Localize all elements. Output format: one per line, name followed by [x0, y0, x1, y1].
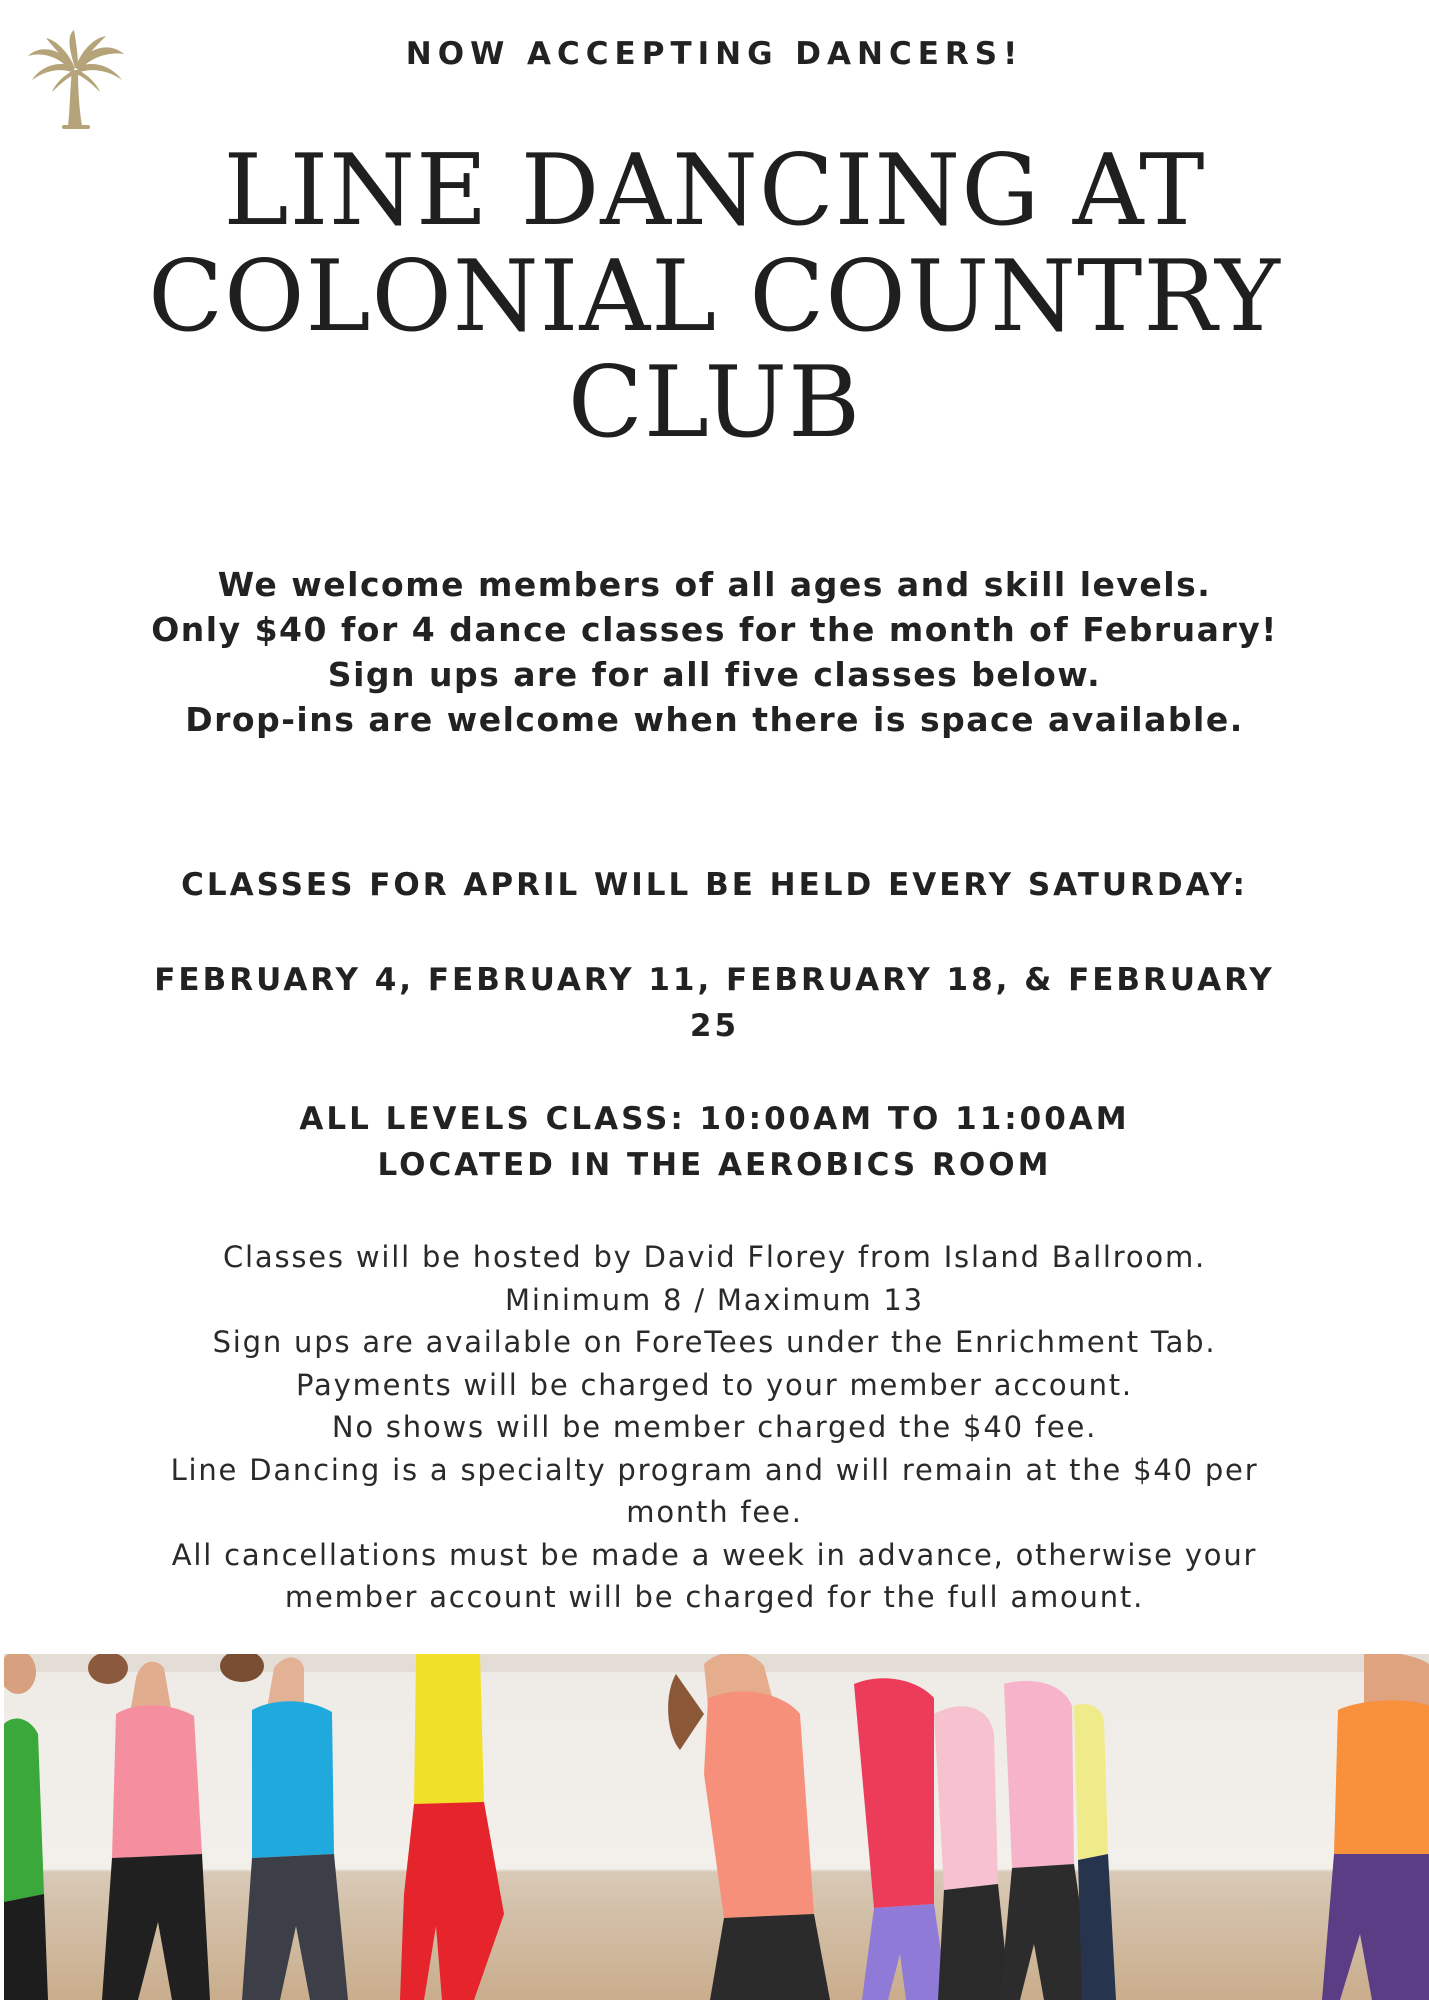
details-line: month fee. [626, 1495, 803, 1529]
details-paragraph [0, 1236, 1429, 1619]
title-line: LINE DANCING AT [223, 134, 1206, 248]
details-line: Classes will be hosted by David Florey from Island Ballroom. [222, 1240, 1207, 1274]
now-accepting-heading: NOW ACCEPTING DANCERS! [405, 36, 1024, 72]
welcome-line: Drop-ins are welcome when there is space available. [185, 700, 1244, 739]
details-line: Minimum 8 / Maximum 13 [505, 1282, 924, 1317]
dancers-photo [4, 1654, 1429, 2000]
title-line: CLUB [567, 346, 862, 460]
schedule-heading-text: CLASSES FOR APRIL WILL BE HELD EVERY SATURDAY: [181, 867, 1248, 903]
dates-line: FEBRUARY 4, FEBRUARY 11, FEBRUARY 18, & FEBRUARY [154, 962, 1275, 998]
details-line: Payments will be charged to your member account. [296, 1367, 1133, 1402]
page-title [0, 134, 1429, 460]
class-location: LOCATED IN THE AEROBICS ROOM [377, 1147, 1052, 1183]
title-line: COLONIAL COUNTRY [148, 240, 1281, 354]
class-info [0, 1096, 1429, 1188]
details-line: All cancellations must be made a week in advance, otherwise your [171, 1537, 1258, 1572]
class-dates [0, 957, 1429, 1049]
welcome-line: We welcome members of all ages and skill levels. [217, 565, 1212, 604]
details-line: Line Dancing is a specialty program and will remain at the $40 per [170, 1452, 1259, 1487]
class-time: ALL LEVELS CLASS: 10:00AM TO 11:00AM [299, 1101, 1130, 1137]
details-line: Sign ups are available on ForeTees under the Enrichment Tab. [212, 1325, 1217, 1359]
welcome-line: Sign ups are for all five classes below. [327, 655, 1102, 694]
details-line: member account will be charged for the full amount. [284, 1580, 1145, 1614]
schedule-heading [0, 862, 1429, 908]
details-line: No shows will be member charged the $40 fee. [331, 1410, 1098, 1444]
welcome-paragraph [0, 562, 1429, 742]
welcome-line: Only $40 for 4 dance classes for the month of February! [151, 610, 1278, 649]
dates-line: 25 [689, 1008, 740, 1044]
